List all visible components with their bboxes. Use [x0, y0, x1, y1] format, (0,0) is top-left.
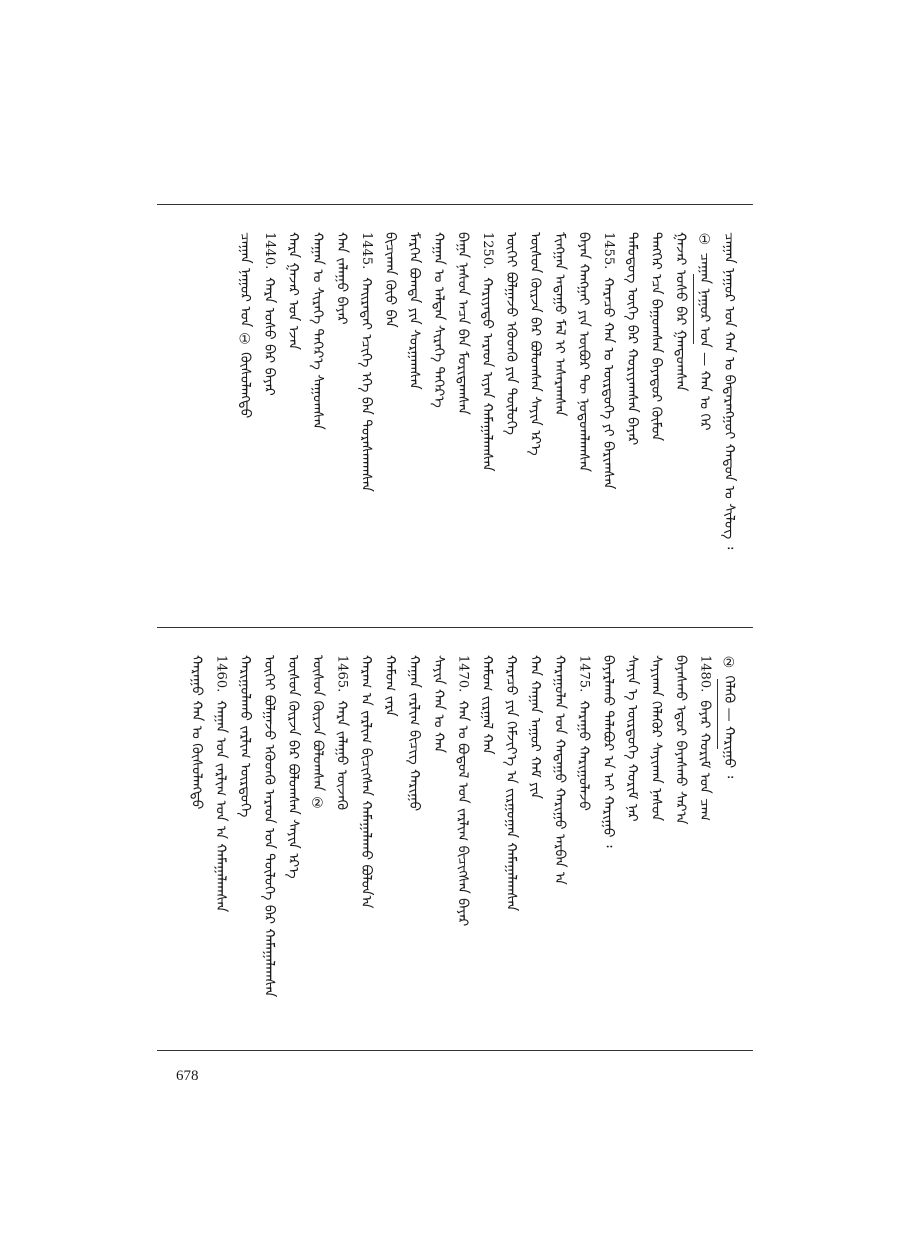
verse-text: ᠦᠭᠡᠢ ᠪᠣᠯᠭᠠᠵᠤ ᠡᠭᠦᠳᠬᠦ ᠶᠢᠨ ᠲᠥᠯᠦᠭᠡ: [503, 232, 519, 435]
verse-text: ᠬᠠᠨ ᠵᠠᠯᠠᠭᠤ ᠪᠠᠶᠠᠷ: [333, 232, 350, 325]
verse-line: [309, 655, 324, 812]
verse-text: ᠪᠠᠶᠠᠷᠯᠠᠬᠤ ᠲᠠᠯᠠᠪᠤᠷ ᠠ ᠠᠢ ᠬᠠᠷᠢᠭᠤ ᠄: [599, 655, 616, 848]
verse-text: ᠬᠠᠷᠠᠭᠤᠯᠠᠨ ᠤᠨ ᠬᠠᠲᠠᠭᠤ ᠬᠠᠷᠢᠭᠤ ᠠᠷᠪᠠᠨ ᠠ: [551, 655, 568, 885]
verse-line: [237, 655, 252, 817]
bottom-rule: [157, 1050, 753, 1051]
verse-line: [358, 232, 373, 492]
verse-text: ᠮᠢᠩᠭᠠᠨ ᠠᠳᠠᠭᠤ ᠮᠠᠯ ᠢ ᠠᠰᠠᠷᠠᠭᠰᠠᠨ: [551, 232, 568, 417]
verse-text: ᠬᠠᠷᠠᠴᠤ ᠬᠠᠨ ᠤ ᠦᠷᠳᠦᠭᠡ ᠶᠢ ᠪᠠᠷᠢᠭᠰᠠᠨ: [599, 277, 616, 490]
verse-line: [285, 655, 300, 879]
verse-line: [600, 655, 615, 848]
verse-text: ᠦᠰᠦᠨ ᠬᠦᠷᠵᠡ ᠪᠡᠷ ᠪᠣᠯᠤᠭᠰᠠᠨ ᠰᠠᠶᠢᠨ ᠡᠷ᠎ᠡ: [527, 232, 544, 456]
verse-text: ᠪᠠᠶᠠᠰᠬᠤ ᠡᠳᠦᠷ ᠪᠠᠶᠠᠰᠬᠤ ᠰᠠᠷ᠎ᠠ: [672, 655, 689, 825]
verse-line: [430, 655, 445, 753]
verse-text: ᠬᠠᠷᠢᠶᠠᠲᠤ ᠠᠷᠠᠳ ᠢᠶᠠᠨ ᠬᠠᠮᠠᠭᠠᠯᠠᠭᠰᠠᠨ: [478, 277, 495, 472]
verse-line: [721, 232, 736, 549]
verse-text: ② ᠬᠡᠯᠡᠬᠦ — ᠬᠠᠷᠢᠭᠤ ᠄: [720, 655, 737, 779]
verse-text: ᠬᠠᠷᠠᠭᠤ ᠬᠠᠨ ᠤ ᠬᠦᠰᠦᠯᠡᠩᠲᠦ: [188, 655, 205, 810]
verse-line: [672, 232, 687, 391]
verse-line: [358, 655, 373, 909]
verse-text: ᠪᠠᠭᠠ ᠨᠠᠰᠤᠨ ᠠᠴᠠ ᠪᠡᠨ ᠮᠣᠷᠢᠳᠠᠭᠰᠠᠨ: [454, 232, 471, 415]
verse-text: ᠲᠡᠩᠭᠡᠷ ᠡᠴᠡ ᠪᠠᠭᠤᠭᠰᠠᠨ ᠪᠠᠶᠠᠲᠤᠷ ᠬᠦᠮᠦᠨ: [648, 232, 665, 442]
verse-line: [237, 232, 252, 418]
verse-line: [382, 655, 397, 717]
line-number: 1465.: [334, 655, 350, 693]
verse-line: [309, 232, 324, 430]
verse-line: [697, 232, 712, 431]
top-verse-section: [157, 232, 753, 612]
verse-line: [455, 232, 470, 415]
verse-text: ᠬᠠᠷᠠ ᠤᠰᠤ ᠪᠠᠷ ᠪᠠᠶᠠᠷ: [261, 277, 277, 396]
verse-line: [721, 655, 736, 778]
verse-text: ᠰᠠᠶᠢᠬᠠᠨ ᠬᠡᠯᠡᠭᠦᠷ ᠰᠠᠶᠢᠬᠠᠨ ᠨᠠᠰᠤᠨ: [648, 655, 665, 822]
verse-line: [261, 655, 276, 997]
verse-text: ᠬᠠᠮᠤᠭ ᠵᠢᠷᠭᠠᠯ ᠬᠠᠨ: [478, 655, 495, 755]
footnote-rule: [693, 274, 694, 344]
verse-text: ᠬᠠᠷᠠ ᠭᠠᠵᠠᠷ ᠤᠨ ᠡᠵᠡᠨ: [285, 232, 302, 350]
verse-line: [503, 655, 518, 911]
page-number: 678: [176, 1068, 199, 1084]
line-number: 1460.: [213, 655, 229, 693]
verse-text: ᠪᠢᠴᠢᠬᠠᠨ ᠬᠦᠦ ᠪᠡᠨ: [382, 232, 398, 328]
verse-text: ᠮᠡᠷᠭᠡᠨ ᠪᠣᠭᠳᠠ ᠶᠢᠨ ᠰᠤᠷᠭᠠᠭᠰᠠᠨ: [406, 232, 423, 390]
verse-text: ᠰᠠᠶᠢᠨ ᠡ ᠦᠷᠳᠦᠭᠡ ᠬᠤᠷᠢᠮ ᠨᠠᠷ: [624, 655, 640, 822]
verse-line: [624, 655, 639, 822]
verse-line: [261, 232, 276, 396]
verse-line: [213, 655, 228, 912]
verse-text: ᠭᠠᠵᠠᠷ ᠤᠰᠤ ᠪᠠᠷ ᠭᠠᠨᠳᠤᠭᠰᠠᠨ: [672, 232, 689, 392]
verse-text: ᠴᠠᠭᠠᠨ ᠨᠠᠭᠤᠷ ᠤᠨ ᠬᠠᠨ ᠤ ᠪᠠᠳᠠᠷᠠᠩᠭᠤᠢ ᠬᠠᠲᠤᠨ ᠤ ᠰᠢᠯᠦᠭ ᠄: [720, 232, 737, 550]
verse-line: [334, 232, 349, 325]
verse-line: [527, 655, 542, 799]
verse-line: [503, 232, 518, 435]
verse-line: [527, 232, 542, 456]
verse-line: [648, 232, 663, 441]
verse-text: ᠬᠠᠷᠠ ᠵᠠᠯᠠᠭᠤ ᠦᠵᠡᠭᠦ: [333, 700, 350, 811]
verse-text: ᠬᠠᠷᠠᠭᠤ ᠬᠠᠷᠢᠭᠤᠯᠠᠵᠤ: [575, 700, 592, 811]
bottom-verse-section: [157, 655, 753, 1035]
line-number: 1480.: [697, 655, 713, 693]
verse-text: ᠦᠰᠦᠨ ᠬᠦᠷᠵᠡ ᠪᠣᠯᠤᠭᠰᠠᠨ ②: [309, 655, 326, 812]
verse-line: [382, 232, 397, 328]
verse-text: ᠦᠭᠡᠢ ᠪᠣᠯᠭᠠᠵᠤ ᠡᠭᠦᠳᠬᠦ ᠠᠷᠠᠳ ᠤᠨ ᠲᠥᠯᠦᠭᠡ ᠪᠡᠷ ᠬᠠᠮᠠᠭᠠᠯᠠᠭᠰᠠᠨ: [261, 655, 277, 998]
verse-line: [648, 655, 663, 821]
verse-line: [334, 655, 349, 810]
verse-text: ᠬᠠᠷᠠᠭ ᠠ ᠵᠠᠷᠯᠢᠭ ᠪᠢᠴᠢᠭᠰᠡᠨ ᠬᠠᠮᠠᠭᠠᠯᠠᠬᠤ ᠪᠣᠯᠤᠨ᠎ᠠ: [357, 655, 374, 909]
verse-line: [624, 232, 639, 445]
verse-text: ᠬᠠᠭᠠᠨ ᠤ ᠠᠯᠲᠠᠨ ᠰᠢᠷᠡᠭᠡ ᠳᠡᠭᠡᠷ᠎ᠡ: [430, 232, 447, 408]
line-number: 1250.: [479, 232, 495, 270]
verse-line: [479, 232, 494, 472]
verse-line: [285, 232, 300, 350]
verse-text: ᠰᠠᠶᠢᠨ ᠬᠠᠨ ᠤ ᠬᠠᠨ: [430, 655, 447, 753]
verse-text: ᠴᠠᠭᠠᠨ ᠨᠠᠭᠤᠷ ᠤᠨ ① ᠬᠦᠰᠦᠯᠡᠩᠲᠦ: [236, 232, 253, 419]
verse-text: ᠬᠠᠭᠠᠨ ᠤ ᠰᠢᠷᠡᠭᠡ ᠳᠡᠭᠡᠷ᠎ᠡ ᠰᠠᠭᠤᠭᠰᠠᠨ: [309, 232, 326, 430]
line-number: 1440.: [262, 232, 277, 270]
middle-rule: [157, 627, 753, 628]
verse-text: ᠬᠠᠭᠠᠨ ᠤᠨ ᠵᠠᠷᠯᠢᠭ ᠤᠨ ᠠ ᠬᠠᠮᠠᠭᠠᠯᠠᠭᠰᠠᠨ: [212, 700, 229, 913]
top-rule: [157, 204, 753, 205]
verse-line: [672, 655, 687, 825]
verse-text: ᠬᠠᠷᠢᠭᠤᠯᠠᠬᠤ ᠵᠠᠷᠯᠢᠭ ᠦᠷᠳᠦᠭᠡ: [236, 655, 253, 818]
footnote-rule: [717, 679, 718, 749]
verse-text: ᠪᠠᠶᠠᠷ ᠬᠤᠷᠢᠮ ᠤᠨ ᠴᠠᠭ: [696, 700, 713, 822]
verse-text: ᠬᠠᠨ ᠬᠠᠭᠠᠨ ᠠᠭᠤᠷ ᠬᠠᠮ ᠶᠢᠨ: [527, 655, 544, 799]
verse-text: ① ᠴᠠᠭᠠᠨ ᠨᠠᠭᠤᠷ ᠤᠨ — ᠬᠠᠨ ᠤ ᠭᠡᠷ: [696, 232, 713, 431]
verse-line: [430, 232, 445, 408]
verse-line: [406, 655, 421, 811]
verse-line: [600, 232, 615, 489]
verse-text: ᠬᠠᠭᠠᠨ ᠵᠠᠷᠯᠢᠭ ᠪᠢᠴᠢᠭ ᠬᠠᠷᠢᠭᠤ: [406, 655, 423, 812]
verse-text: ᠲᠡᠮᠦᠳᠦᠭ ᠦᠭᠡ ᠪᠠᠷ ᠬᠤᠷᠢᠶᠠᠭᠰᠠᠨ ᠪᠠᠶᠠᠷ: [624, 232, 640, 446]
verse-line: [576, 655, 591, 811]
verse-line: [576, 232, 591, 472]
verse-text: ᠬᠠᠮᠤᠭ ᠵᠠᠷᠠ: [382, 655, 398, 717]
line-number: 1455.: [600, 232, 616, 270]
verse-text: ᠬᠠᠢᠷᠠᠲᠠᠢ ᠡᠴᠢᠭᠡ ᠡᠬᠡ ᠪᠡᠨ ᠳᠤᠷᠠᠰᠬᠠᠭᠰᠠᠨ: [357, 277, 374, 492]
verse-line: [188, 655, 203, 809]
verse-text: ᠬᠠᠷᠠᠴᠤ ᠶᠢᠨ ᠬᠡᠮᠵᠢᠶ᠎ᠡ ᠠ ᠵᠢᠷᠭᠤᠭᠠᠨ ᠬᠠᠮᠠᠭᠠᠯᠠᠭᠰᠠᠨ: [503, 655, 519, 912]
verse-line: [697, 655, 712, 821]
verse-text: ᠬᠠᠨ ᠤ ᠪᠣᠳᠣᠯ ᠤᠨ ᠵᠠᠷᠯᠢᠭ ᠪᠢᠴᠢᠭᠰᠡᠨ ᠪᠠᠶᠠᠷ: [454, 700, 471, 927]
verse-text: ᠪᠠᠶᠠᠨ ᠬᠠᠩᠭᠠᠢ ᠶᠢᠨ ᠥᠪᠦᠷ ᠲᠦ ᠨᠤᠲᠤᠭᠯᠠᠭᠰᠠᠨ: [575, 232, 592, 472]
verse-text: ᠦᠰᠦᠨ ᠬᠦᠷᠵᠡ ᠪᠡᠷ ᠪᠣᠯᠤᠭᠰᠠᠨ ᠰᠠᠶᠢᠨ ᠡᠷ᠎ᠡ: [285, 655, 302, 879]
line-number: 1445.: [358, 232, 374, 270]
line-number: 1475.: [576, 655, 592, 693]
line-number: 1470.: [455, 655, 471, 693]
verse-line: [551, 232, 566, 416]
verse-line: [479, 655, 494, 754]
verse-line: [551, 655, 566, 885]
verse-line: [455, 655, 470, 926]
verse-line: [406, 232, 421, 390]
